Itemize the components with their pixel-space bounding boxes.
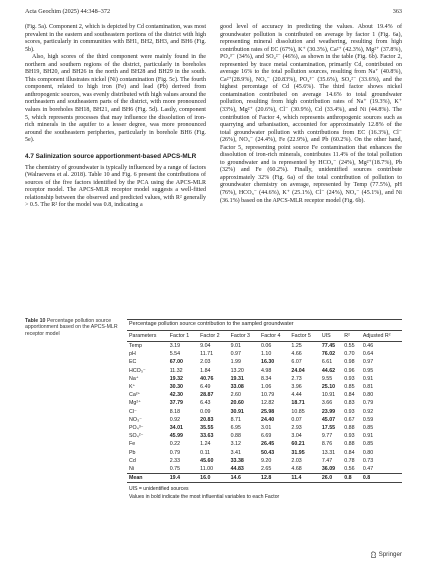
value-cell: 45.99: [169, 433, 183, 440]
mean-value: 14.6: [229, 474, 259, 483]
value-cell: 0.84: [344, 392, 355, 399]
column-header: Adjusted R²: [361, 331, 402, 342]
mean-value: 16.0: [198, 474, 228, 483]
apportionment-table: [127, 331, 402, 483]
value-cell: 8.34: [261, 375, 272, 382]
value-cell: 20.60: [230, 400, 244, 407]
value-cell: 13.31: [321, 449, 336, 456]
page-number: 363: [392, 8, 402, 15]
value-cell: 1.10: [261, 351, 272, 358]
parameter-cell: Ni: [129, 465, 135, 472]
table-row: [127, 457, 402, 465]
table-row: [127, 367, 402, 375]
value-cell: 0.56: [344, 465, 355, 472]
value-cell: 45.07: [321, 416, 336, 423]
value-cell: 23.99: [321, 408, 336, 415]
value-cell: 25.10: [321, 384, 336, 391]
page-header: [25, 8, 402, 18]
value-cell: 4.98: [261, 367, 272, 374]
publisher-logo: [370, 551, 402, 558]
parameter-cell: Na⁺: [129, 375, 139, 382]
value-cell: 0.93: [344, 408, 355, 415]
table-title: Percentage pollution source contribution to the sampled groundwater: [127, 319, 402, 331]
value-cell: 0.67: [344, 416, 355, 423]
parameter-cell: HCO₃⁻: [129, 367, 146, 374]
right-column: [220, 24, 402, 205]
value-cell: 0.22: [169, 441, 181, 448]
value-cell: 0.88: [344, 424, 355, 431]
value-cell: 2.65: [261, 465, 272, 472]
value-cell: 0.95: [362, 367, 374, 374]
value-cell: 17.55: [321, 424, 336, 431]
value-cell: 3.19: [169, 343, 181, 350]
mean-value: 26.0: [320, 474, 342, 483]
value-cell: 0.92: [169, 416, 181, 423]
value-cell: 19.32: [169, 375, 183, 382]
table-10: [127, 319, 402, 501]
value-cell: 45.60: [200, 457, 214, 464]
paragraph: (Fig. 5a). Component 2, which is depicted by Cd contamination, was most prevalent in the eastern and southeastern portions of the district with high scores, particularly in communities with BH1, BH2, BH3, and BH6 (Fig. 5b).: [25, 24, 206, 53]
value-cell: 11.32: [169, 367, 183, 374]
value-cell: 0.75: [169, 465, 181, 472]
table-header-row: [127, 331, 402, 342]
value-cell: 0.59: [362, 416, 374, 423]
table-row: [127, 424, 402, 432]
value-cell: 0.79: [169, 449, 181, 456]
value-cell: 0.91: [362, 433, 374, 440]
parameter-cell: NO₃⁻: [129, 416, 142, 423]
table-caption-label: Table 10: [25, 318, 46, 324]
value-cell: 6.95: [230, 424, 241, 431]
value-cell: 2.60: [230, 392, 241, 399]
value-cell: 44.83: [230, 465, 244, 472]
mean-label: Mean: [127, 474, 168, 483]
value-cell: 9.55: [321, 375, 333, 382]
table-row: [127, 408, 402, 416]
value-cell: 1.99: [230, 359, 241, 366]
value-cell: 0.55: [344, 343, 355, 350]
value-cell: 0.09: [200, 408, 211, 415]
parameter-cell: Temp: [129, 343, 142, 350]
value-cell: 0.93: [344, 375, 355, 382]
value-cell: 4.44: [291, 392, 302, 399]
value-cell: 8.71: [230, 416, 241, 423]
value-cell: 9.01: [230, 343, 241, 350]
table-note: Values in bold indicate the most influential variables to each Factor: [129, 494, 280, 501]
value-cell: 8.76: [321, 441, 333, 448]
value-cell: 0.85: [362, 424, 374, 431]
value-cell: 9.77: [321, 433, 333, 440]
value-cell: 3.01: [261, 424, 272, 431]
value-cell: 77.45: [321, 343, 336, 350]
value-cell: 3.04: [291, 433, 302, 440]
value-cell: 5.54: [169, 351, 181, 358]
mean-value: 12.8: [259, 474, 289, 483]
value-cell: 6.69: [261, 433, 272, 440]
table-row: [127, 399, 402, 407]
mean-value: 0.8: [361, 474, 402, 483]
value-cell: 3.66: [321, 400, 333, 407]
mean-value: 11.4: [289, 474, 319, 483]
column-header: Factor 1: [168, 331, 198, 342]
value-cell: 2.33: [169, 457, 181, 464]
parameter-cell: Cl⁻: [129, 408, 137, 415]
value-cell: 67.00: [169, 359, 183, 366]
value-cell: 0.80: [362, 392, 374, 399]
table-note: UIS = unidentified sources: [129, 486, 189, 493]
value-cell: 2.03: [200, 359, 211, 366]
paragraph: good level of accuracy in predicting the values. About 19.4% of groundwater pollution is contributed on average by factor 1 (Fig. 6a), representing mineral dissolution and weathering, resulting from high contribution rates of EC (67%), K⁺ (30.3%), Ca²⁺ (42.3%), Mg²⁺ (37.8%), PO₄³⁻ (34%), and SO₄²⁻ (46%), as shown in the table (Fig. 6b). Factor 2, represented by trace metal contamination, primarily Cd, contributed on average 16% to the total pollution sources, resulting from Na⁺ (40.8%), Ca²⁺(28.9%), NO₃⁻ (20.83%), PO₄³⁻ (35.6%), SO₄²⁻ (33.6%), and the highest percentage of Cd (45.6%). The third factor shows nickel contamination contributed on average 14.6% to total groundwater pollution, resulting from high contribution rates of Na⁺ (19.3%), K⁺ (33%), Mg²⁺ (20.6%), Cl⁻ (30.9%), Cd (33.4%), and Ni (44.8%). The contribution of Factor 4, which represents anthropogenic sources such as quarrying and urbanisation, accounted for approximately 12.8% of the total groundwater pollution with contributions from EC (16.3%), Cl⁻ (26%), NO₃⁻ (24.4%), Fe (22.9%), and Pb (60.2%). On the other hand, Factor 5, representing point source Fe contamination that enhances the dissolution of iron-rich minerals, contributes 11.4% of the total pollution to groundwater and is represented by HCO₃⁻ (24%), Mg²⁺(18.7%), Pb (32%) and Fe (60.2%). Finally, unidentified sources contribute approximately 32% (Fig. 6a) of the total contribution of pollution to groundwater chemistry on average, represented by Temp (77.5%), pH (76%), HCO₃⁻ (44.6%), K⁺ (25.1%), Cl⁻ (24%), NO₃⁻ (45.1%), and Ni (36.1%) based on the APCS-MLR receptor model (Fig. 6b).: [220, 24, 402, 204]
left-column: [25, 24, 206, 210]
column-header: Factor 2: [198, 331, 228, 342]
mean-value: 19.4: [168, 474, 198, 483]
parameter-cell: Cd: [129, 457, 136, 464]
value-cell: 37.79: [169, 400, 183, 407]
value-cell: 0.85: [344, 384, 355, 391]
value-cell: 3.96: [291, 384, 302, 391]
value-cell: 1.25: [291, 343, 302, 350]
value-cell: 0.80: [362, 449, 374, 456]
value-cell: 0.84: [344, 449, 355, 456]
parameter-cell: PO₄³⁻: [129, 424, 144, 431]
value-cell: 50.43: [261, 449, 275, 456]
value-cell: 20.83: [200, 416, 214, 423]
value-cell: 0.11: [200, 449, 211, 456]
value-cell: 42.30: [169, 392, 183, 399]
table-row: [127, 416, 402, 424]
value-cell: 4.66: [291, 351, 302, 358]
value-cell: 40.76: [200, 375, 214, 382]
parameter-cell: K⁺: [129, 384, 136, 391]
value-cell: 0.97: [362, 359, 374, 366]
value-cell: 33.38: [230, 457, 244, 464]
value-cell: 6.07: [291, 359, 302, 366]
journal-citation: Acta Geochim (2025) 44:348–372: [25, 8, 111, 15]
mean-value: 0.8: [342, 474, 361, 483]
value-cell: 18.71: [291, 400, 305, 407]
springer-horse-icon: [370, 551, 377, 558]
value-cell: 9.04: [200, 343, 211, 350]
table-mean-row: [127, 474, 402, 483]
value-cell: 30.91: [230, 408, 244, 415]
value-cell: 19.31: [230, 375, 244, 382]
value-cell: 0.47: [362, 465, 374, 472]
value-cell: 0.85: [362, 441, 374, 448]
value-cell: 6.49: [200, 384, 211, 391]
value-cell: 1.06: [261, 384, 272, 391]
table-row: [127, 465, 402, 474]
section-heading: 4.7 Salinization source apportionment-based APCS-MLR: [25, 152, 197, 160]
parameter-cell: SO₄²⁻: [129, 433, 144, 440]
value-cell: 1.84: [200, 367, 211, 374]
value-cell: 0.73: [362, 457, 374, 464]
value-cell: 0.98: [344, 359, 355, 366]
value-cell: 0.92: [362, 408, 374, 415]
value-cell: 7.47: [321, 457, 333, 464]
value-cell: 3.12: [230, 441, 241, 448]
table-row: [127, 383, 402, 391]
value-cell: 0.88: [230, 433, 241, 440]
value-cell: 0.70: [344, 351, 355, 358]
value-cell: 3.41: [230, 449, 241, 456]
value-cell: 10.85: [291, 408, 305, 415]
parameter-cell: Fe: [129, 441, 136, 448]
value-cell: 0.79: [362, 400, 374, 407]
paragraph: The chemistry of groundwater is typically influenced by a range of factors (Walraevens et al. 2018). Table 10 and Fig. 6 present the contributions of sources of the five factors identified by the PCA using the APCS-MLR receptor model. The APCS-MLR receptor model suggests a well-fitted relationship between the observed and predicted values, with R² generally > 0.5. The R² for the model was 0.8, indicating a: [25, 164, 206, 209]
value-cell: 0.46: [362, 343, 374, 350]
paragraph: Also, high scores of the third component were mainly found in the northern and southern regions of the district, particularly in boreholes BH19, BH20, and BH26 in the north and BH28 and BH29 in the south. This component illustrates nickel (Ni) contamination (Fig. 5c). The fourth component, related to high iron (Fe) and lead (Pb) derived from anthropogenic sources, was evenly distributed with high values around the northeastern and southeastern parts of the district, with more pronounced values in boreholes BH18, BH21, and BH6 (Fig. 5d). Lastly, component 5, which represents processes that may influence the dissolution of iron-rich minerals in the aquifer to a lesser degree, was more pronounced around the southeastern peripheries, particularly in borehole BH6 (Fig. 5e).: [25, 54, 206, 144]
column-header: Parameters: [127, 331, 168, 342]
publisher-name: Springer: [378, 551, 402, 558]
value-cell: 2.03: [291, 457, 302, 464]
value-cell: 2.93: [291, 424, 302, 431]
value-cell: 10.79: [261, 392, 275, 399]
value-cell: 4.68: [291, 465, 302, 472]
value-cell: 33.08: [230, 384, 244, 391]
value-cell: 0.81: [362, 384, 374, 391]
table-caption-text: Percentage pollution source apportionment based on the APCS-MLR receptor model: [25, 318, 118, 337]
value-cell: 8.18: [169, 408, 181, 415]
column-header: Factor 5: [289, 331, 319, 342]
value-cell: 60.21: [291, 441, 305, 448]
value-cell: 1.24: [200, 441, 211, 448]
value-cell: 25.98: [261, 408, 275, 415]
value-cell: 33.63: [200, 433, 214, 440]
parameter-cell: Pb: [129, 449, 136, 456]
value-cell: 11.71: [200, 351, 214, 358]
value-cell: 16.30: [261, 359, 275, 366]
value-cell: 12.82: [261, 400, 275, 407]
value-cell: 6.61: [321, 359, 333, 366]
value-cell: 0.83: [344, 400, 355, 407]
table-row: [127, 375, 402, 383]
parameter-cell: EC: [129, 359, 137, 366]
value-cell: 30.30: [169, 384, 183, 391]
value-cell: 0.91: [362, 375, 374, 382]
value-cell: 44.62: [321, 367, 336, 374]
value-cell: 36.09: [321, 465, 336, 472]
value-cell: 0.06: [261, 343, 272, 350]
table-row: [127, 350, 402, 358]
value-cell: 0.93: [344, 433, 355, 440]
table-row: [127, 432, 402, 440]
value-cell: 13.20: [230, 367, 244, 374]
table-caption: [25, 318, 121, 337]
value-cell: 9.20: [261, 457, 272, 464]
value-cell: 35.55: [200, 424, 214, 431]
value-cell: 0.64: [362, 351, 374, 358]
value-cell: 10.91: [321, 392, 336, 399]
column-header: Factor 3: [229, 331, 259, 342]
value-cell: 76.02: [321, 351, 336, 358]
table-row: [127, 391, 402, 399]
parameter-cell: Mg²⁺: [129, 400, 141, 407]
value-cell: 0.07: [291, 416, 302, 423]
value-cell: 6.43: [200, 400, 211, 407]
table-row: [127, 342, 402, 351]
table-row: [127, 440, 402, 448]
value-cell: 11.00: [200, 465, 214, 472]
value-cell: 0.97: [230, 351, 241, 358]
value-cell: 34.01: [169, 424, 183, 431]
value-cell: 28.87: [200, 392, 214, 399]
value-cell: 24.40: [261, 416, 275, 423]
value-cell: 0.78: [344, 457, 355, 464]
table-notes: [127, 485, 402, 501]
value-cell: 24.04: [291, 367, 305, 374]
value-cell: 2.73: [291, 375, 302, 382]
parameter-cell: Ca²⁺: [129, 392, 141, 399]
value-cell: 0.88: [344, 441, 355, 448]
value-cell: 26.45: [261, 441, 275, 448]
column-header: UIS: [320, 331, 342, 342]
value-cell: 0.96: [344, 367, 355, 374]
table-row: [127, 358, 402, 366]
value-cell: 31.95: [291, 449, 305, 456]
column-header: Factor 4: [259, 331, 289, 342]
parameter-cell: pH: [129, 351, 136, 358]
column-header: R²: [342, 331, 361, 342]
table-row: [127, 448, 402, 456]
